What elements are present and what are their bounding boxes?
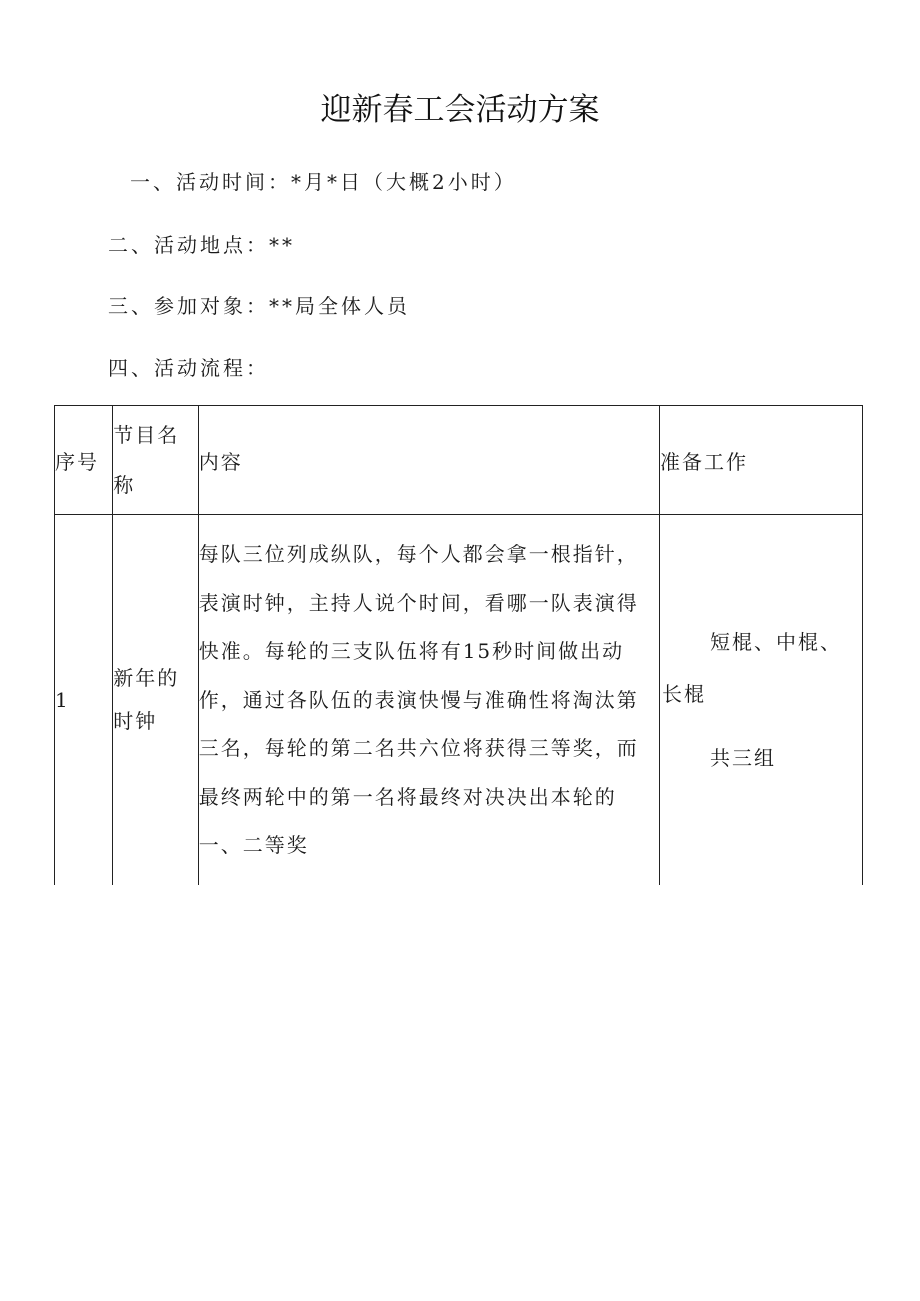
header-prep-label: 准备工作 [659, 449, 748, 474]
header-cell-no [55, 406, 113, 515]
row-cell-prep [659, 515, 862, 886]
row-cell-no [55, 515, 113, 886]
row-name-value: 新年的时钟 [113, 666, 180, 733]
section-participants: 三、参加对象：**局全体人员 [108, 294, 410, 318]
header-name-label: 节目名称 [113, 423, 180, 497]
row-cell-content [198, 515, 659, 886]
row-no-value: 1 [55, 688, 70, 712]
table-header-row [55, 406, 863, 515]
row-prep-line-2: 长棍 [661, 682, 706, 706]
activity-flow-table [54, 405, 863, 885]
header-cell-prep [659, 406, 862, 515]
row-prep-line-1: 短棍、中棍、 [709, 630, 842, 654]
row-prep-line-3: 共三组 [709, 746, 776, 770]
document-title: 迎新春工会活动方案 [320, 92, 600, 128]
header-cell-content [198, 406, 659, 515]
header-no-label: 序号 [55, 449, 99, 474]
table-row [55, 515, 863, 886]
header-content-label: 内容 [198, 449, 243, 474]
section-activity-time: 一、活动时间：*月*日（大概2小时） [130, 170, 517, 194]
section-activity-flow: 四、活动流程： [108, 356, 269, 380]
header-cell-name [113, 406, 198, 515]
section-activity-location: 二、活动地点：** [108, 233, 295, 257]
row-cell-name [113, 515, 198, 886]
row-content-value: 每队三位列成纵队，每个人都会拿一根指针，表演时钟，主持人说个时间，看哪一队表演得快准。每轮的三支队伍将有15秒时间做出动作，通过各队伍的表演快慢与准确性将淘汰第三名，每轮的第二名共六位将获得三等奖，而最终两轮中的第一名将最终对决决出本轮的一、二等奖 [198, 542, 639, 858]
